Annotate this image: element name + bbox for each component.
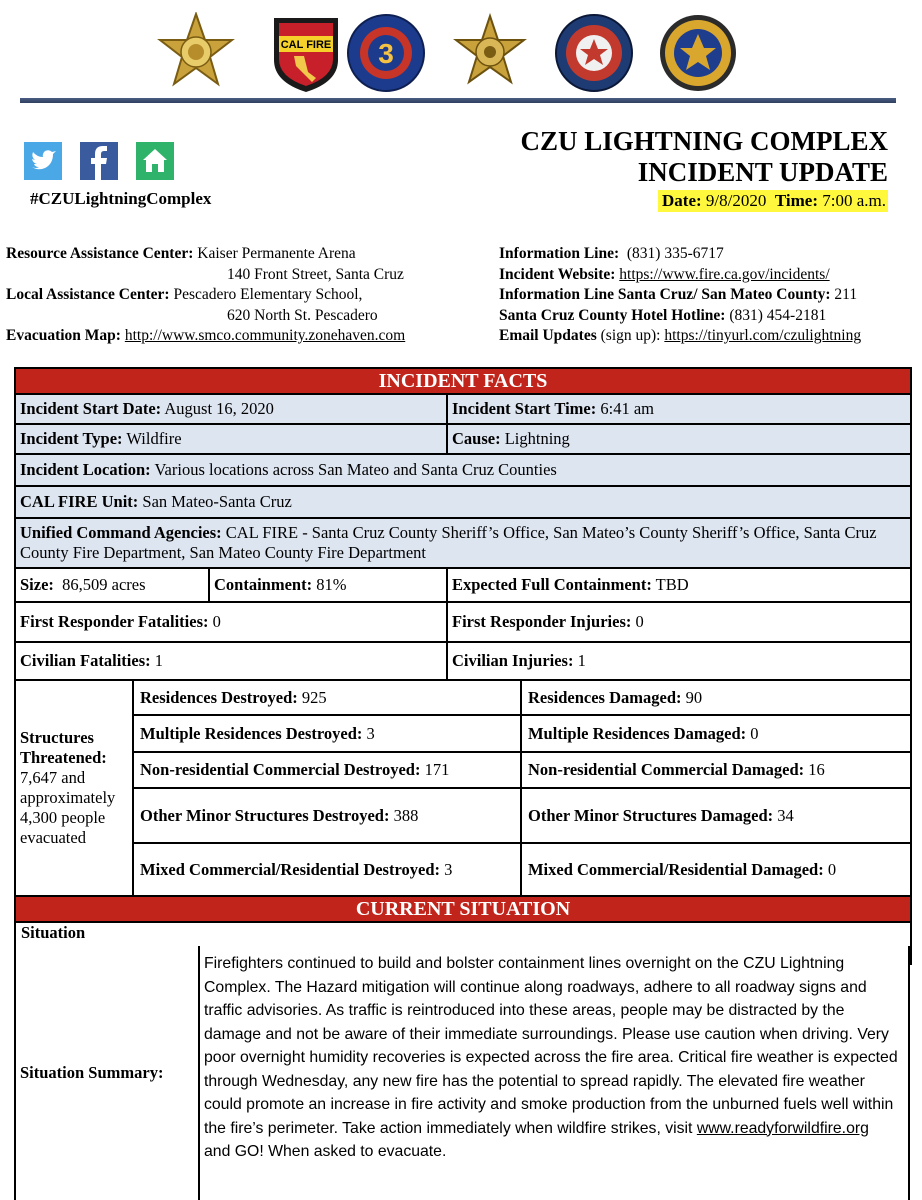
civ-injuries-cell: Civilian Injuries: 1: [447, 642, 911, 680]
time-value: 7:00 a.m.: [822, 191, 886, 210]
situation-summary-text: [204, 952, 898, 1164]
title-line-2: INCIDENT UPDATE: [637, 157, 888, 187]
start-date-cell: Incident Start Date: August 16, 2020: [15, 394, 447, 424]
sc-sm-info-value: 211: [834, 286, 858, 303]
sc-sm-info-label: Information Line Santa Cruz/ San Mateo County:: [499, 286, 831, 303]
struct-damaged-0: Residences Damaged: 90: [521, 681, 910, 715]
struct-destroyed-3: Other Minor Structures Destroyed: 388: [134, 788, 521, 843]
expected-containment-cell: Expected Full Containment: TBD: [447, 568, 911, 602]
rac-line-2: 140 Front Street, Santa Cruz: [227, 265, 404, 283]
svg-text:CAL FIRE: CAL FIRE: [280, 39, 332, 51]
structures-grid: [133, 680, 911, 896]
time-label: Time:: [774, 191, 818, 210]
current-situation-heading: CURRENT SITUATION: [15, 896, 911, 922]
structures-table: [134, 681, 910, 895]
struct-damaged-2: Non-residential Commercial Damaged: 16: [521, 752, 910, 788]
info-line-value: (831) 335-6717: [626, 245, 724, 262]
situation-tail: and GO! When asked to evacuate.: [204, 1143, 447, 1160]
structures-threatened-cell: Structures Threatened: 7,647 and approximately 4,300 people evacuated: [15, 680, 133, 896]
website-link[interactable]: https://www.fire.ca.gov/incidents/: [619, 265, 830, 283]
evac-map-link[interactable]: http://www.smco.community.zonehaven.com: [124, 327, 406, 344]
hotel-hotline-value: (831) 454-2181: [729, 306, 827, 324]
containment-cell: Containment: 81%: [209, 568, 447, 602]
facebook-icon[interactable]: [80, 142, 118, 180]
struct-damaged-3: Other Minor Structures Damaged: 34: [521, 788, 910, 843]
agencies-cell: Unified Command Agencies: CAL FIRE - Santa Cruz County Sheriff’s Office, San Mateo’s County Sheriff’s Office, Santa Cruz County Fire Department, San Mateo County Fire Department: [15, 518, 911, 568]
struct-destroyed-2: Non-residential Commercial Destroyed: 171: [134, 752, 521, 788]
struct-damaged-1: Multiple Residences Damaged: 0: [521, 715, 910, 752]
location-cell: Incident Location: Various locations across San Mateo and Santa Cruz Counties: [15, 454, 911, 486]
readyforwildfire-link[interactable]: www.readyforwildfire.org: [696, 1119, 869, 1137]
struct-damaged-4: Mixed Commercial/Residential Damaged: 0: [527, 859, 837, 879]
header-rule: [20, 98, 896, 103]
struct-destroyed-0: Residences Destroyed: 925: [134, 681, 521, 715]
size-cell: Size: 86,509 acres: [15, 568, 209, 602]
home-icon[interactable]: [136, 142, 174, 180]
incident-management-team-3-seal-icon: [346, 12, 426, 94]
email-updates-label: Email Updates: [499, 327, 597, 344]
incident-facts-heading: INCIDENT FACTS: [15, 368, 911, 394]
struct-destroyed-1: Multiple Residences Destroyed: 3: [134, 715, 521, 752]
twitter-icon[interactable]: [24, 142, 62, 180]
evac-map-label: Evacuation Map:: [6, 327, 121, 344]
rac-label: Resource Assistance Center:: [6, 245, 194, 262]
date-label: Date:: [662, 191, 702, 210]
unit-cell: CAL FIRE Unit: San Mateo-Santa Cruz: [15, 486, 911, 518]
lac-line-2: 620 North St. Pescadero: [227, 306, 378, 324]
cal-fire-shield-icon: [266, 12, 346, 94]
cause-cell: Cause: Lightning: [447, 424, 911, 454]
date-value: 9/8/2020: [705, 191, 767, 210]
title-line-1: CZU LIGHTNING COMPLEX: [520, 126, 888, 156]
santa-cruz-sheriff-star-icon: [450, 12, 530, 94]
incident-facts-table: [14, 367, 912, 965]
document-title: [520, 126, 888, 188]
email-updates-note: (sign up):: [600, 327, 661, 344]
agency-logos: [0, 8, 922, 100]
situation-summary-label: Situation Summary:: [16, 946, 200, 1200]
civ-fatalities-cell: Civilian Fatalities: 1: [15, 642, 447, 680]
situation-row: [14, 946, 910, 1200]
contact-info-right: [499, 244, 861, 347]
start-time-cell: Incident Start Time: 6:41 am: [447, 394, 911, 424]
type-cell: Incident Type: Wildfire: [15, 424, 447, 454]
hotel-hotline-label: Santa Cruz County Hotel Hotline:: [499, 306, 726, 324]
svg-text:3: 3: [378, 38, 394, 69]
rac-line-1: Kaiser Permanente Arena: [197, 245, 356, 262]
lac-line-1: Pescadero Elementary School,: [173, 286, 363, 303]
san-mateo-county-fire-seal-icon: [658, 12, 738, 94]
fr-injuries-cell: First Responder Injuries: 0: [447, 602, 911, 642]
contact-info-left: [6, 244, 405, 347]
lac-label: Local Assistance Center:: [6, 286, 170, 303]
fr-fatalities-cell: First Responder Fatalities: 0: [15, 602, 447, 642]
hashtag: #CZULightningComplex: [30, 189, 212, 208]
san-mateo-sheriff-badge-icon: [156, 12, 236, 94]
info-line-label: Information Line:: [499, 245, 620, 262]
email-updates-link[interactable]: https://tinyurl.com/czulightning: [664, 327, 862, 344]
situation-text: Firefighters continued to build and bolster containment lines overnight on the CZU Lightning Complex. The Hazard mitigation will continue along roadways, adhere to all roadway signs and traffic advisories. As traffic is reintroduced into these areas, people may be distracted by the damage and not be aware of their immediate surroundings. Please use caution when driving. Very poor overnight humidity recoveries is expected across the fire area. Critical fire weather is expected through Wednesday, any new fire has the potential to spread rapidly. The elevated fire weather could promote an increase in fire activity and smoke production from the unburned fuels well within the fire’s perimeter. Take action immediately when wildfire strikes, visit: [204, 955, 898, 1137]
struct-destroyed-4: Mixed Commercial/Residential Destroyed: 3: [134, 843, 521, 895]
website-label: Incident Website:: [499, 265, 616, 283]
date-time-bar: [658, 190, 888, 212]
situation-label: Situation: [21, 923, 86, 942]
santa-cruz-fire-seal-icon: [554, 12, 634, 94]
